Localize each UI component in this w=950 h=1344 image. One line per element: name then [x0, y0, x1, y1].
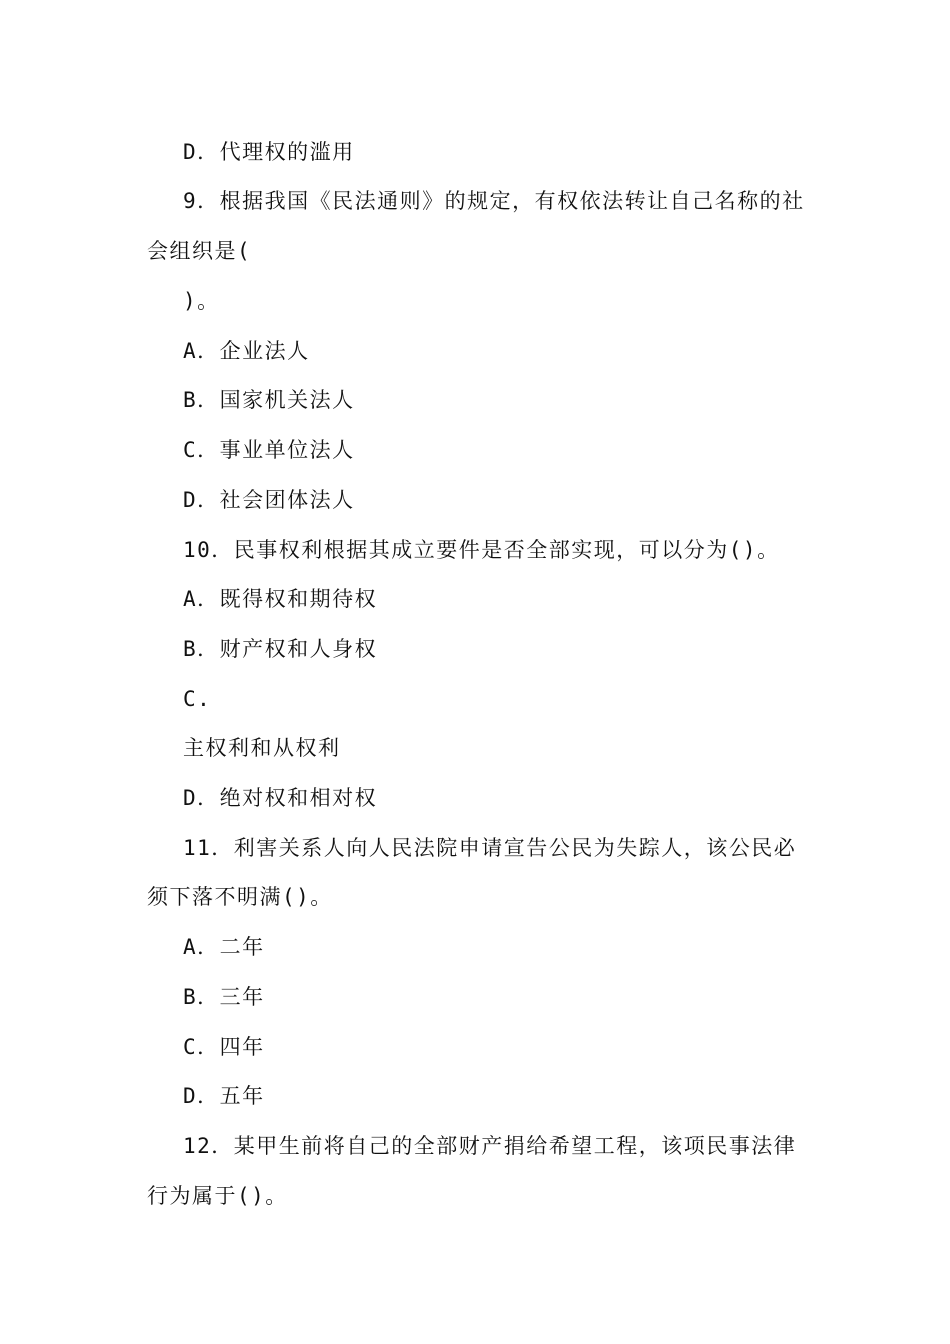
q11-option-d: D．五年 [183, 1084, 265, 1108]
q10-option-d: D．绝对权和相对权 [183, 786, 378, 810]
q11-option-b: B．三年 [183, 985, 265, 1009]
q9-stem-line1: 9．根据我国《民法通则》的规定，有权依法转让自己名称的社 [183, 189, 805, 213]
q10-option-c-label: C. [183, 687, 212, 711]
q12-stem-line2: 行为属于()。 [147, 1184, 288, 1208]
q11-stem-line1: 11．利害关系人向人民法院申请宣告公民为失踪人，该公民必 [183, 836, 797, 860]
q9-option-a: A．企业法人 [183, 339, 310, 363]
q9-option-b: B．国家机关法人 [183, 388, 355, 412]
q9-option-c: C．事业单位法人 [183, 438, 355, 462]
q10-option-c-text: 主权利和从权利 [183, 736, 341, 760]
q11-stem-line2: 须下落不明满()。 [147, 885, 333, 909]
q11-option-c: C．四年 [183, 1035, 265, 1059]
q10-option-b: B．财产权和人身权 [183, 637, 378, 661]
q9-stem-line3: )。 [183, 289, 220, 313]
q9-option-d: D．社会团体法人 [183, 488, 355, 512]
q8-option-d: D．代理权的滥用 [183, 140, 355, 164]
q12-stem-line1: 12．某甲生前将自己的全部财产捐给希望工程，该项民事法律 [183, 1134, 797, 1158]
q11-option-a: A．二年 [183, 935, 265, 959]
q9-stem-line2: 会组织是( [147, 239, 252, 263]
q10-stem-line1: 10．民事权利根据其成立要件是否全部实现，可以分为()。 [183, 538, 780, 562]
q10-option-a: A．既得权和期待权 [183, 587, 378, 611]
